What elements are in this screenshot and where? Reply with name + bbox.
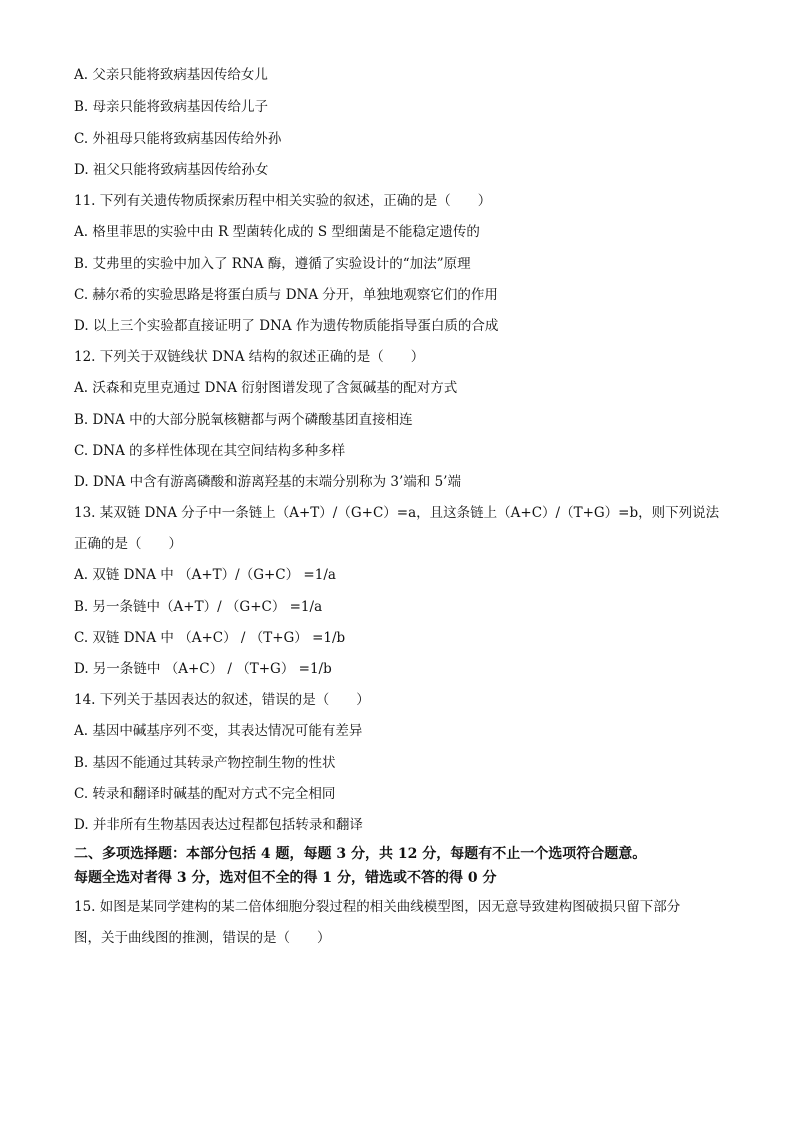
q13-option-a: A. 双链 DNA 中 （A+T）/（G+C） =1/a [74, 567, 336, 583]
q15-stem: 15. 如图是某同学建构的某二倍体细胞分裂过程的相关曲线模型图，因无意导致建构图破损只留下部分 [74, 899, 681, 915]
q11-option-a: A. 格里菲思的实验中由 R 型菌转化成的 S 型细菌是不能稳定遗传的 [74, 224, 480, 240]
q14-option-b: B. 基因不能通过其转录产物控制生物的性状 [74, 755, 336, 771]
q12-option-c: C. DNA 的多样性体现在其空间结构多种多样 [74, 443, 346, 459]
q14-option-d: D. 并非所有生物基因表达过程都包括转录和翻译 [74, 817, 363, 833]
q11-option-d: D. 以上三个实验都直接证明了 DNA 作为遗传物质能指导蛋白质的合成 [74, 318, 499, 334]
q12-option-b: B. DNA 中的大部分脱氧核糖都与两个磷酸基团直接相连 [74, 412, 413, 428]
section-heading: 二、多项选择题：本部分包括 4 题，每题 3 分，共 12 分，每题有不止一个选项符合题意。 [74, 846, 647, 862]
section-scoring-rule: 每题全选对者得 3 分，选对但不全的得 1 分，错选或不答的得 0 分 [74, 870, 497, 886]
q14-option-c: C. 转录和翻译时碱基的配对方式不完全相同 [74, 786, 336, 802]
q10-option-d: D. 祖父只能将致病基因传给孙女 [74, 162, 269, 178]
q11-option-b: B. 艾弗里的实验中加入了 RNA 酶，遵循了实验设计的“加法”原理 [74, 256, 471, 272]
q13-stem-continued: 正确的是（ ） [74, 536, 182, 552]
q15-stem-continued: 图，关于曲线图的推测，错误的是（ ） [74, 930, 331, 946]
q14-option-a: A. 基因中碱基序列不变，其表达情况可能有差异 [74, 723, 363, 739]
q10-option-c: C. 外祖母只能将致病基因传给外孙 [74, 131, 282, 147]
q12-stem: 12. 下列关于双链线状 DNA 结构的叙述正确的是（ ） [74, 349, 425, 365]
q10-option-b: B. 母亲只能将致病基因传给儿子 [74, 99, 269, 115]
q11-option-c: C. 赫尔希的实验思路是将蛋白质与 DNA 分开，单独地观察它们的作用 [74, 287, 498, 303]
q13-stem: 13. 某双链 DNA 分子中一条链上（A+T）/（G+C）=a，且这条链上（A+C）/（T+G）=b，则下列说法 [74, 505, 720, 521]
q11-stem: 11. 下列有关遗传物质探索历程中相关实验的叙述，正确的是（ ） [74, 193, 492, 209]
q13-option-b: B. 另一条链中（A+T）/ （G+C） =1/a [74, 599, 323, 615]
q13-option-c: C. 双链 DNA 中 （A+C） / （T+G） =1/b [74, 630, 346, 646]
q14-stem: 14. 下列关于基因表达的叙述，错误的是（ ） [74, 692, 370, 708]
q13-option-d: D. 另一条链中 （A+C） / （T+G） =1/b [74, 661, 332, 677]
q12-option-a: A. 沃森和克里克通过 DNA 衍射图谱发现了含氮碱基的配对方式 [74, 380, 458, 396]
q10-option-a: A. 父亲只能将致病基因传给女儿 [74, 67, 268, 83]
q12-option-d: D. DNA 中含有游离磷酸和游离羟基的末端分别称为 3’端和 5’端 [74, 474, 461, 490]
